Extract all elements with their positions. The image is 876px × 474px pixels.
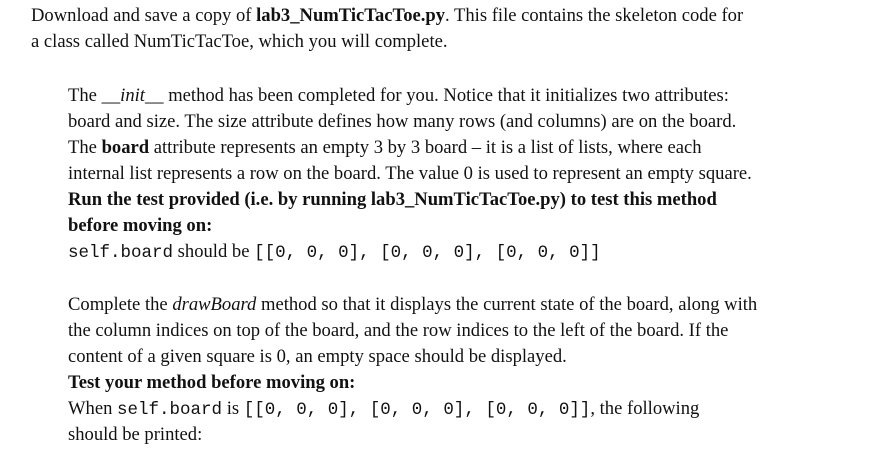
intro-text: . This file contains the skeleton code for xyxy=(445,5,744,26)
text-span: The xyxy=(68,85,102,106)
init-line-3 xyxy=(68,135,752,161)
code-self-board: self.board xyxy=(68,243,174,263)
code-self-board: self.board xyxy=(117,400,223,420)
init-test-instruction-cont: before moving on: xyxy=(68,215,213,236)
text-span: should be xyxy=(173,241,255,262)
intro-line-2: a class called NumTicTacToe, which you will complete. xyxy=(31,31,448,52)
draw-line-6: should be printed: xyxy=(68,424,203,445)
draw-line-2: the column indices on top of the board, and the row indices to the left of the board. If the xyxy=(68,320,729,341)
code-empty-board: [[0, 0, 0], [0, 0, 0], [0, 0, 0]] xyxy=(243,400,591,420)
init-method-name: __init__ xyxy=(101,85,164,106)
drawboard-section xyxy=(68,292,757,448)
init-line-1 xyxy=(68,83,752,109)
init-expected-board xyxy=(68,239,752,265)
text-span: The xyxy=(68,137,102,158)
text-span: Complete the xyxy=(68,294,173,315)
drawboard-method-name: drawBoard xyxy=(172,294,257,315)
intro-paragraph xyxy=(31,3,743,55)
text-span: , the following xyxy=(590,398,700,419)
text-span: is xyxy=(222,398,244,419)
draw-test-instruction: Test your method before moving on: xyxy=(68,372,356,393)
draw-line-5 xyxy=(68,396,757,422)
init-line-4: internal list represents a row on the board. The value 0 is used to represent an empty square. xyxy=(68,163,752,184)
init-test-instruction: Run the test provided (i.e. by running lab3_NumTicTacToe.py) to test this method xyxy=(68,189,717,210)
init-method-section xyxy=(68,83,752,265)
text-span: attribute represents an empty 3 by 3 board – it is a list of lists, where each xyxy=(149,137,702,158)
text-span: method so that it displays the current state of the board, along with xyxy=(256,294,758,315)
intro-line-1 xyxy=(31,3,743,29)
code-empty-board: [[0, 0, 0], [0, 0, 0], [0, 0, 0]] xyxy=(254,243,601,263)
filename: lab3_NumTicTacToe.py xyxy=(256,5,446,26)
draw-line-1 xyxy=(68,292,757,318)
intro-text: Download and save a copy of xyxy=(31,5,257,26)
text-span: method has been completed for you. Notice that it initializes two attributes: xyxy=(163,85,729,106)
board-keyword: board xyxy=(101,137,150,158)
text-span: When xyxy=(68,398,118,419)
draw-line-3: content of a given square is 0, an empty space should be displayed. xyxy=(68,346,567,367)
init-line-2: board and size. The size attribute defines how many rows (and columns) are on the board. xyxy=(68,111,737,132)
